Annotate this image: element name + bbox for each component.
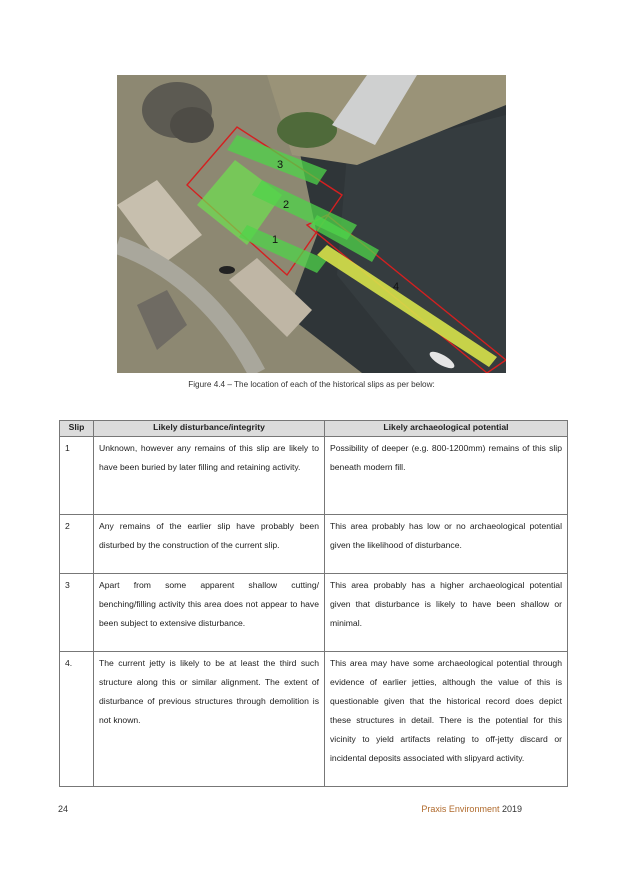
cell-slip: 1 bbox=[60, 437, 94, 515]
table-row bbox=[60, 515, 568, 574]
table-row bbox=[60, 652, 568, 787]
table-row bbox=[60, 574, 568, 652]
cell-slip: 2 bbox=[60, 515, 94, 574]
cell-potential: This area probably has a higher archaeological potential given that disturbance is likely to have been shallow or minimal. bbox=[325, 574, 568, 652]
car bbox=[219, 266, 235, 274]
slip-label-3: 3 bbox=[277, 159, 284, 171]
table-header-row bbox=[60, 421, 568, 437]
tree-canopy bbox=[170, 107, 214, 143]
slip-label-4: 4 bbox=[393, 281, 400, 293]
page-number: 24 bbox=[58, 804, 69, 814]
brand-name: Praxis Environment bbox=[421, 804, 500, 814]
slip-label-1: 1 bbox=[272, 234, 279, 246]
cell-slip: 4. bbox=[60, 652, 94, 787]
tree-canopy bbox=[277, 112, 337, 148]
cell-potential: This area probably has low or no archaeological potential given the likelihood of disturbance. bbox=[325, 515, 568, 574]
cell-potential: This area may have some archaeological potential through evidence of earlier jetties, although the value of this is questionable given that the historical record does depict these structures in detail. There is the potential for this vicinity to yield artifacts relating to off-jetty discard or incidental deposits associated with slipyard activity. bbox=[325, 652, 568, 787]
slips-table bbox=[59, 420, 568, 787]
cell-disturbance: Unknown, however any remains of this slip are likely to have been buried by later filling and retaining activity. bbox=[94, 437, 325, 515]
footer-brand bbox=[421, 804, 522, 814]
figure-caption: Figure 4.4 – The location of each of the historical slips as per below: bbox=[188, 380, 435, 389]
aerial-photo-figure bbox=[117, 75, 506, 373]
aerial-map bbox=[117, 75, 506, 373]
header-disturbance: Likely disturbance/integrity bbox=[94, 421, 325, 437]
slip-label-2: 2 bbox=[283, 199, 290, 211]
header-slip: Slip bbox=[60, 421, 94, 437]
table-row bbox=[60, 437, 568, 515]
header-potential: Likely archaeological potential bbox=[325, 421, 568, 437]
cell-disturbance: Any remains of the earlier slip have probably been disturbed by the construction of the current slip. bbox=[94, 515, 325, 574]
brand-year: 2019 bbox=[501, 804, 522, 814]
cell-disturbance: The current jetty is likely to be at least the third such structure along this or similar alignment. The extent of disturbance of previous structures through demolition is not known. bbox=[94, 652, 325, 787]
cell-disturbance: Apart from some apparent shallow cutting/ benching/filling activity this area does not appear to have been subject to extensive disturbance. bbox=[94, 574, 325, 652]
cell-potential: Possibility of deeper (e.g. 800-1200mm) remains of this slip beneath modern fill. bbox=[325, 437, 568, 515]
cell-slip: 3 bbox=[60, 574, 94, 652]
